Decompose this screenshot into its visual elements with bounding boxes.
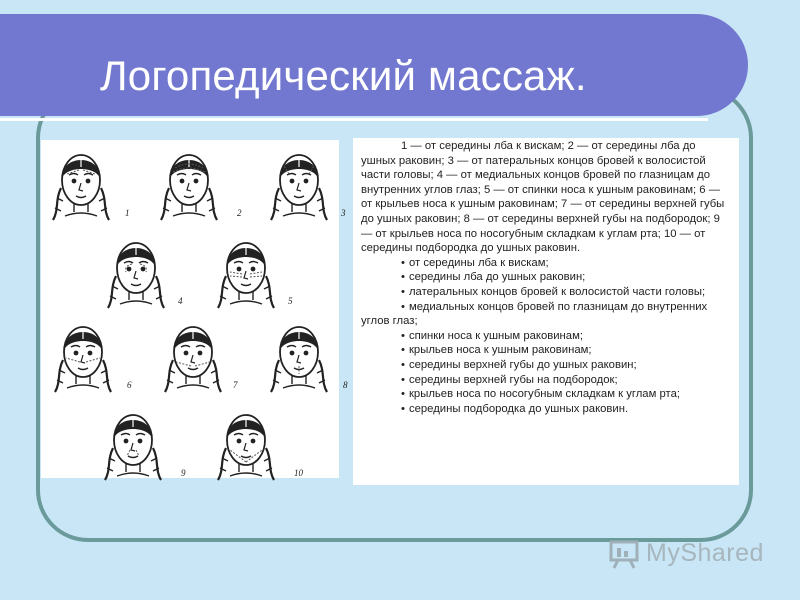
bullet-marker: •: [401, 329, 405, 342]
face-label: 2: [237, 208, 242, 218]
face-label: 4: [178, 296, 183, 306]
face-3: [271, 155, 327, 220]
face-label: 6: [127, 380, 132, 390]
list-item: [361, 358, 733, 373]
list-item: [361, 402, 733, 417]
face-label: 7: [233, 380, 238, 390]
face-label: 1: [125, 208, 130, 218]
face-6: [55, 327, 111, 392]
face-label: 5: [288, 296, 293, 306]
list-item-text: крыльев носа по носогубным складкам к углам рта;: [408, 388, 681, 401]
list-item-text: середины верхней губы до ушных раковин;: [408, 358, 637, 371]
list-item-text: медиальных концов бровей по глазницам до внутренних углов глаз;: [361, 300, 708, 328]
list-item: [361, 256, 733, 271]
list-item-text: латеральных концов бровей к волосистой части головы;: [408, 285, 706, 298]
list-item: [361, 387, 733, 402]
description-panel: [353, 138, 739, 485]
title-bar: [0, 14, 748, 116]
slide-title: Логопедический массаж.: [100, 52, 587, 99]
list-item: [361, 270, 733, 285]
massage-lines-list: [361, 256, 733, 417]
faces-illustration: [41, 140, 348, 478]
face-label: 9: [181, 468, 186, 478]
description-paragraph: 1 — от середины лба к вискам; 2 — от середины лба до ушных раковин; 3 — от патеральных концов бровей к волосистой части головы; 4 — от медиальных концов бровей по глазницам до внутренних углов глаз; 5 — от спинки носа к ушным раковинам; 6 — от крыльев носа к ушным раковинам; 7 — от середины верхней губы до ушных раковин; 8 — от середины верхней губы на подбородок; 9 — от крыльев носа по носогубным складкам к углам рта; 10 — от середины подбородка до ушных раковин.: [361, 140, 725, 255]
list-item: [361, 373, 733, 388]
bullet-marker: •: [401, 388, 405, 401]
list-item-text: от середины лба к вискам;: [408, 256, 549, 269]
bullet-marker: •: [401, 300, 405, 313]
list-item: [361, 329, 733, 344]
bullet-marker: •: [401, 358, 405, 371]
face-label: 8: [343, 380, 348, 390]
face-8: [271, 327, 327, 392]
list-item-text: середины верхней губы на подбородок;: [408, 373, 618, 386]
list-item-text: середины лба до ушных раковин;: [408, 271, 586, 284]
face-4: [108, 243, 164, 308]
face-9: [105, 415, 161, 480]
list-item-text: спинки носа к ушным раковинам;: [408, 329, 583, 342]
bullet-marker: •: [401, 402, 405, 415]
bullet-marker: •: [401, 344, 405, 357]
list-item-text: середины подбородка до ушных раковин.: [408, 402, 629, 415]
list-item-text: крыльев носа к ушным раковинам;: [408, 344, 592, 357]
myshared-watermark: [608, 537, 778, 573]
bullet-marker: •: [401, 373, 405, 386]
title-underline: [0, 118, 708, 121]
face-10: [218, 415, 274, 480]
face-1: [53, 155, 109, 220]
face-5: [218, 243, 274, 308]
face-label: 3: [341, 208, 346, 218]
bullet-marker: •: [401, 285, 405, 298]
face-label: 10: [294, 468, 303, 478]
list-item: [361, 343, 733, 358]
bullet-marker: •: [401, 271, 405, 284]
massage-faces-figure: [41, 140, 348, 478]
face-2: [161, 155, 217, 220]
bullet-marker: •: [401, 256, 405, 269]
face-7: [165, 327, 221, 392]
presentation-board-icon: [608, 539, 642, 569]
list-item: [361, 300, 733, 329]
list-item: [361, 285, 733, 300]
watermark-text: MyShared: [646, 539, 764, 567]
